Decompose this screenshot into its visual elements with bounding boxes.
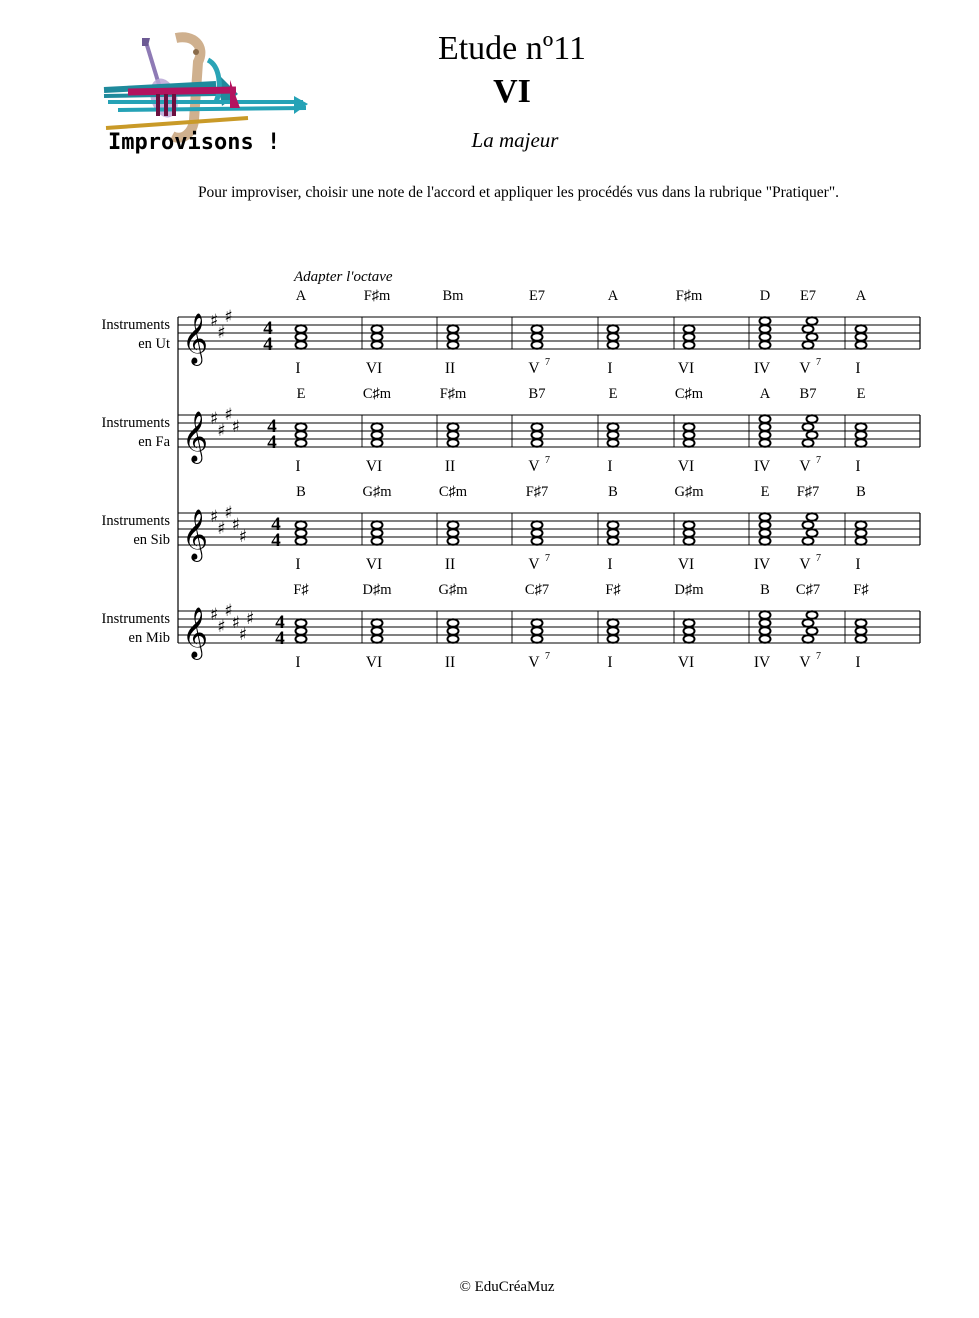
roman-numeral-degree: VI <box>677 360 695 377</box>
whole-note <box>372 325 383 333</box>
roman-numeral-degree: II <box>444 654 456 671</box>
chord-symbol: F♯7 <box>796 484 820 500</box>
whole-note <box>372 423 383 431</box>
roman-numeral-degree: V <box>528 360 540 377</box>
whole-note <box>532 325 543 333</box>
roman-numeral-degree: II <box>444 458 456 475</box>
roman-numeral-degree: IV <box>753 556 771 573</box>
roman-numeral-degree: I <box>607 360 613 377</box>
whole-note <box>760 529 771 537</box>
chord-symbol: G♯m <box>674 484 704 500</box>
time-signature-top: 4 <box>263 318 273 339</box>
whole-note <box>856 619 867 627</box>
whole-note <box>532 431 543 439</box>
treble-clef-icon: 𝄞 <box>182 313 209 364</box>
whole-note <box>760 537 771 545</box>
whole-note <box>684 537 695 545</box>
whole-note <box>803 325 814 333</box>
whole-note <box>448 537 459 545</box>
whole-note <box>760 635 771 643</box>
chord-symbol: C♯m <box>362 386 392 402</box>
whole-note <box>684 627 695 635</box>
roman-numeral-degree: I <box>855 556 861 573</box>
whole-note <box>807 627 818 635</box>
whole-note <box>760 341 771 349</box>
chord-symbol: D♯m <box>362 582 392 598</box>
whole-note <box>296 439 307 447</box>
roman-numeral-degree: IV <box>753 654 771 671</box>
key-sharp-icon: ♯ <box>210 311 219 331</box>
whole-note <box>608 529 619 537</box>
roman-numeral-degree: I <box>295 556 301 573</box>
chord-symbol: B <box>856 484 866 500</box>
whole-note <box>807 333 818 341</box>
whole-note <box>608 619 619 627</box>
roman-numeral-degree: I <box>855 458 861 475</box>
whole-note <box>448 439 459 447</box>
whole-note <box>532 627 543 635</box>
chord-symbol: F♯ <box>293 582 309 598</box>
treble-clef-icon: 𝄞 <box>182 411 209 462</box>
whole-note <box>856 333 867 341</box>
whole-note <box>684 423 695 431</box>
whole-note <box>608 333 619 341</box>
time-signature-bottom: 4 <box>263 334 273 355</box>
key-sharp-icon: ♯ <box>238 527 248 547</box>
staff-2 <box>178 415 920 447</box>
staff-4 <box>178 611 920 643</box>
whole-note <box>684 431 695 439</box>
roman-numeral-degree: VI <box>365 458 383 475</box>
treble-clef-icon: 𝄞 <box>182 607 209 658</box>
whole-note <box>296 325 307 333</box>
whole-note <box>803 537 814 545</box>
roman-numeral-degree: I <box>295 654 301 671</box>
whole-note <box>296 537 307 545</box>
whole-note <box>448 627 459 635</box>
whole-note <box>807 513 818 521</box>
roman-numeral-degree: IV <box>753 360 771 377</box>
chord-symbol: C♯m <box>674 386 704 402</box>
chord-symbol: C♯7 <box>795 582 821 598</box>
chord-symbol: E <box>856 386 866 402</box>
whole-note <box>803 423 814 431</box>
instrument-label-line1: Instruments <box>101 317 170 333</box>
whole-note <box>807 317 818 325</box>
whole-note <box>532 521 543 529</box>
key-sharp-icon: ♯ <box>238 625 248 645</box>
chord-symbol: A <box>295 288 307 304</box>
whole-note <box>372 537 383 545</box>
whole-note <box>760 521 771 529</box>
whole-note <box>448 431 459 439</box>
whole-note <box>448 529 459 537</box>
page-title: Etude nº11 <box>437 30 587 67</box>
whole-note <box>684 341 695 349</box>
whole-note <box>807 611 818 619</box>
whole-note <box>532 537 543 545</box>
key-sharp-icon: ♯ <box>210 409 219 429</box>
whole-note <box>760 627 771 635</box>
whole-note <box>372 333 383 341</box>
whole-note <box>608 439 619 447</box>
degree-superscript: 7 <box>816 357 821 368</box>
whole-note <box>296 627 307 635</box>
chord-symbol: D♯m <box>674 582 704 598</box>
chord-symbol: B7 <box>799 386 817 402</box>
whole-note <box>608 341 619 349</box>
roman-numeral-degree: VI <box>677 654 695 671</box>
whole-note <box>448 341 459 349</box>
whole-note <box>532 439 543 447</box>
whole-note <box>608 537 619 545</box>
whole-note <box>803 341 814 349</box>
degree-superscript: 7 <box>816 651 821 662</box>
time-signature-bottom: 4 <box>271 530 281 551</box>
key-sharp-icon: ♯ <box>210 507 219 527</box>
key-sharp-icon: ♯ <box>246 609 255 629</box>
time-signature-bottom: 4 <box>275 628 285 649</box>
chord-symbol: A <box>855 288 867 304</box>
chord-symbol: F♯ <box>605 582 621 598</box>
key-sharp-icon: ♯ <box>231 515 240 535</box>
chord-symbol: G♯m <box>438 582 468 598</box>
whole-note <box>608 431 619 439</box>
whole-note <box>760 317 771 325</box>
whole-note <box>856 635 867 643</box>
whole-note <box>608 627 619 635</box>
chord-symbol: E <box>608 386 618 402</box>
key-sharp-icon: ♯ <box>224 601 233 621</box>
whole-note <box>608 521 619 529</box>
annotation-adapter-octave: Adapter l'octave <box>294 269 393 285</box>
whole-note <box>296 521 307 529</box>
whole-note <box>296 431 307 439</box>
whole-note <box>856 521 867 529</box>
instrument-label-line1: Instruments <box>101 513 170 529</box>
roman-numeral-degree: VI <box>677 556 695 573</box>
whole-note <box>856 439 867 447</box>
whole-note <box>856 529 867 537</box>
whole-note <box>803 521 814 529</box>
whole-note <box>684 333 695 341</box>
whole-note <box>803 635 814 643</box>
roman-numeral-degree: I <box>295 360 301 377</box>
roman-numeral-degree: VI <box>365 654 383 671</box>
degree-superscript: 7 <box>816 455 821 466</box>
whole-note <box>296 333 307 341</box>
whole-note <box>296 529 307 537</box>
key-sharp-icon: ♯ <box>231 417 240 437</box>
instructions-text: Pour improviser, choisir une note de l'accord et appliquer les procédés vus dans la rubrique "Pratiquer". <box>197 184 840 201</box>
degree-superscript: 7 <box>545 553 550 564</box>
whole-note <box>856 537 867 545</box>
instrument-label-line1: Instruments <box>101 611 170 627</box>
key-sharp-icon: ♯ <box>217 519 226 539</box>
treble-clef-icon: 𝄞 <box>182 509 209 560</box>
key-sharp-icon: ♯ <box>217 421 226 441</box>
chord-symbol: B <box>296 484 306 500</box>
time-signature-bottom: 4 <box>267 432 277 453</box>
roman-numeral-degree: V <box>799 458 811 475</box>
whole-note <box>532 423 543 431</box>
roman-numeral-degree: V <box>799 360 811 377</box>
whole-note <box>608 635 619 643</box>
chord-symbol: D <box>759 288 771 304</box>
degree-superscript: 7 <box>545 455 550 466</box>
key-sharp-icon: ♯ <box>210 605 219 625</box>
roman-numeral-degree: VI <box>365 360 383 377</box>
chord-symbol: B <box>608 484 618 500</box>
staff-1 <box>178 317 920 349</box>
key-sharp-icon: ♯ <box>217 323 226 343</box>
time-signature-top: 4 <box>275 612 285 633</box>
chord-symbol: E7 <box>528 288 546 304</box>
chord-symbol: B7 <box>528 386 546 402</box>
whole-note <box>856 431 867 439</box>
whole-note <box>296 423 307 431</box>
whole-note <box>372 627 383 635</box>
chord-symbol: A <box>759 386 771 402</box>
whole-note <box>372 521 383 529</box>
whole-note <box>532 341 543 349</box>
roman-numeral-degree: II <box>444 360 456 377</box>
chord-symbol: F♯7 <box>525 484 549 500</box>
chord-symbol: G♯m <box>362 484 392 500</box>
whole-note <box>807 415 818 423</box>
key-sharp-icon: ♯ <box>224 307 233 327</box>
roman-numeral-degree: II <box>444 556 456 573</box>
whole-note <box>296 341 307 349</box>
whole-note <box>760 325 771 333</box>
roman-numeral-degree: I <box>607 654 613 671</box>
instrument-label-line2: en Mib <box>128 630 170 646</box>
chord-symbol: F♯m <box>363 288 391 304</box>
roman-numeral-degree: I <box>607 458 613 475</box>
whole-note <box>448 325 459 333</box>
whole-note <box>856 325 867 333</box>
study-number: VI <box>493 73 531 110</box>
whole-note <box>760 611 771 619</box>
whole-note <box>532 619 543 627</box>
whole-note <box>684 325 695 333</box>
key-sharp-icon: ♯ <box>231 613 240 633</box>
chord-symbol: E <box>296 386 306 402</box>
instrument-label-line2: en Sib <box>133 532 170 548</box>
staff-3 <box>178 513 920 545</box>
whole-note <box>608 423 619 431</box>
roman-numeral-degree: V <box>528 654 540 671</box>
whole-note <box>760 513 771 521</box>
whole-note <box>760 415 771 423</box>
roman-numeral-degree: V <box>799 654 811 671</box>
whole-note <box>760 619 771 627</box>
degree-superscript: 7 <box>816 553 821 564</box>
roman-numeral-degree: VI <box>677 458 695 475</box>
whole-note <box>448 521 459 529</box>
whole-note <box>448 635 459 643</box>
whole-note <box>532 635 543 643</box>
whole-note <box>760 439 771 447</box>
whole-note <box>296 619 307 627</box>
whole-note <box>296 635 307 643</box>
roman-numeral-degree: V <box>528 458 540 475</box>
chord-symbol: Bm <box>442 288 464 304</box>
chord-symbol: C♯7 <box>524 582 550 598</box>
whole-note <box>372 529 383 537</box>
chord-symbol: E7 <box>799 288 817 304</box>
chord-symbol: B <box>760 582 770 598</box>
chord-symbol: E <box>760 484 770 500</box>
copyright-footer: © EduCréaMuz <box>459 1279 555 1295</box>
whole-note <box>760 333 771 341</box>
whole-note <box>372 341 383 349</box>
whole-note <box>532 333 543 341</box>
whole-note <box>372 635 383 643</box>
whole-note <box>760 423 771 431</box>
chord-symbol: A <box>607 288 619 304</box>
chord-symbol: F♯m <box>439 386 467 402</box>
instrument-label-line1: Instruments <box>101 415 170 431</box>
roman-numeral-degree: V <box>528 556 540 573</box>
instrument-label-line2: en Fa <box>138 434 170 450</box>
roman-numeral-degree: VI <box>365 556 383 573</box>
key-sharp-icon: ♯ <box>224 405 233 425</box>
whole-note <box>684 529 695 537</box>
logo-lettering: Improvisons ! <box>108 130 281 155</box>
key-sharp-icon: ♯ <box>224 503 233 523</box>
whole-note <box>608 325 619 333</box>
roman-numeral-degree: I <box>855 360 861 377</box>
chord-symbol: F♯ <box>853 582 869 598</box>
whole-note <box>684 521 695 529</box>
whole-note <box>532 529 543 537</box>
roman-numeral-degree: IV <box>753 458 771 475</box>
whole-note <box>803 439 814 447</box>
chord-symbol: F♯m <box>675 288 703 304</box>
whole-note <box>760 431 771 439</box>
whole-note <box>803 619 814 627</box>
whole-note <box>684 619 695 627</box>
degree-superscript: 7 <box>545 651 550 662</box>
whole-note <box>856 627 867 635</box>
instrument-label-line2: en Ut <box>138 336 170 352</box>
roman-numeral-degree: I <box>295 458 301 475</box>
whole-note <box>448 619 459 627</box>
whole-note <box>448 333 459 341</box>
key-label: La majeur <box>471 128 559 152</box>
degree-superscript: 7 <box>545 357 550 368</box>
chord-symbol: C♯m <box>438 484 468 500</box>
whole-note <box>372 431 383 439</box>
whole-note <box>807 529 818 537</box>
whole-note <box>684 635 695 643</box>
roman-numeral-degree: I <box>607 556 613 573</box>
time-signature-top: 4 <box>267 416 277 437</box>
whole-note <box>807 431 818 439</box>
whole-note <box>856 341 867 349</box>
whole-note <box>372 619 383 627</box>
whole-note <box>856 423 867 431</box>
roman-numeral-degree: I <box>855 654 861 671</box>
whole-note <box>372 439 383 447</box>
whole-note <box>684 439 695 447</box>
roman-numeral-degree: V <box>799 556 811 573</box>
whole-note <box>448 423 459 431</box>
key-sharp-icon: ♯ <box>217 617 226 637</box>
time-signature-top: 4 <box>271 514 281 535</box>
